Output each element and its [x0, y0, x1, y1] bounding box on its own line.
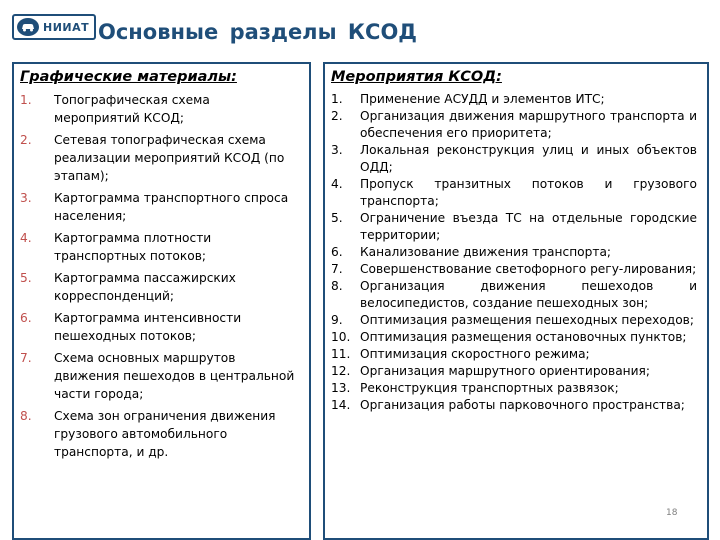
list-item [325, 363, 707, 380]
list-item-number: 10. [331, 330, 351, 344]
list-item-number: 6. [20, 311, 32, 325]
ksod-measures-panel [323, 62, 709, 540]
list-item-text: Топографическая схема мероприятий КСОД; [54, 93, 210, 125]
list-item-number: 2. [20, 133, 32, 147]
list-item-text: Ограничение въезда ТС на отдельные городские территории; [360, 211, 697, 242]
list-item-number: 3. [20, 191, 32, 205]
list-item-number: 1. [331, 92, 343, 106]
ksod-measures-list [325, 91, 707, 414]
list-item-text: Организация движения пешеходов и велосипедистов, создание пешеходных зон; [360, 279, 697, 310]
list-item [325, 380, 707, 397]
list-item-text: Организация движения маршрутного транспорта и обеспечения его приоритета; [360, 109, 697, 140]
list-item [325, 142, 707, 176]
list-item-number: 13. [331, 381, 351, 395]
list-item [14, 91, 309, 127]
list-item-text: Схема зон ограничения движения грузового автомобильного транспорта, и др. [54, 409, 276, 459]
graphic-materials-list [14, 91, 309, 461]
list-item [325, 210, 707, 244]
list-item [14, 309, 309, 345]
list-item-number: 4. [331, 177, 343, 191]
list-item [325, 329, 707, 346]
list-item [14, 189, 309, 225]
list-item [325, 176, 707, 210]
list-item-text: Локальная реконструкция улиц и иных объектов ОДД; [360, 143, 697, 174]
list-item-text: Оптимизация размещения остановочных пунктов; [360, 330, 687, 344]
list-item-number: 5. [20, 271, 32, 285]
list-item-text: Оптимизация скоростного режима; [360, 347, 590, 361]
list-item-text: Оптимизация размещения пешеходных переходов; [360, 313, 694, 327]
list-item-text: Совершенствование светофорного регу-лирования; [360, 262, 697, 276]
car-emblem-icon [17, 18, 39, 36]
list-item [325, 91, 707, 108]
list-item [325, 346, 707, 363]
ksod-measures-title: Мероприятия КСОД: [331, 69, 502, 85]
list-item-number: 7. [331, 262, 343, 276]
list-item [325, 397, 707, 414]
list-item-number: 2. [331, 109, 343, 123]
list-item [325, 108, 707, 142]
list-item [325, 312, 707, 329]
list-item-text: Организация работы парковочного пространства; [360, 398, 685, 412]
logo-text: НИИАТ [43, 20, 90, 34]
logo [12, 14, 96, 40]
list-item-text: Картограмма транспортного спроса населения; [54, 191, 289, 223]
list-item-number: 1. [20, 93, 32, 107]
list-item [325, 261, 707, 278]
list-item [14, 407, 309, 461]
list-item-number: 14. [331, 398, 351, 412]
list-item-text: Применение АСУДД и элементов ИТС; [360, 92, 605, 106]
list-item-number: 7. [20, 351, 32, 365]
page-number: 18 [666, 508, 678, 518]
list-item [14, 229, 309, 265]
graphic-materials-panel [12, 62, 311, 540]
list-item [14, 131, 309, 185]
list-item-number: 6. [331, 245, 343, 259]
list-item-text: Картограмма пассажирских корреспонденций; [54, 271, 236, 303]
page-title: Основные разделы КСОД [98, 20, 418, 44]
list-item-number: 12. [331, 364, 351, 378]
list-item-text: Канализование движения транспорта; [360, 245, 612, 259]
list-item-text: Картограмма интенсивности пешеходных потоков; [54, 311, 242, 343]
list-item [14, 269, 309, 305]
list-item-number: 8. [20, 409, 32, 423]
list-item-text: Реконструкция транспортных развязок; [360, 381, 619, 395]
list-item-text: Сетевая топографическая схема реализации мероприятий КСОД (по этапам); [54, 133, 285, 183]
list-item-text: Организация маршрутного ориентирования; [360, 364, 650, 378]
list-item [325, 244, 707, 261]
list-item [325, 278, 707, 312]
list-item-text: Пропуск транзитных потоков и грузового транспорта; [360, 177, 697, 208]
graphic-materials-title: Графические материалы: [20, 69, 237, 85]
list-item [14, 349, 309, 403]
list-item-text: Схема основных маршрутов движения пешеходов в центральной части города; [54, 351, 295, 401]
list-item-number: 11. [331, 347, 351, 361]
list-item-text: Картограмма плотности транспортных потоков; [54, 231, 212, 263]
list-item-number: 9. [331, 313, 343, 327]
list-item-number: 5. [331, 211, 343, 225]
list-item-number: 4. [20, 231, 32, 245]
list-item-number: 8. [331, 279, 343, 293]
list-item-number: 3. [331, 143, 343, 157]
